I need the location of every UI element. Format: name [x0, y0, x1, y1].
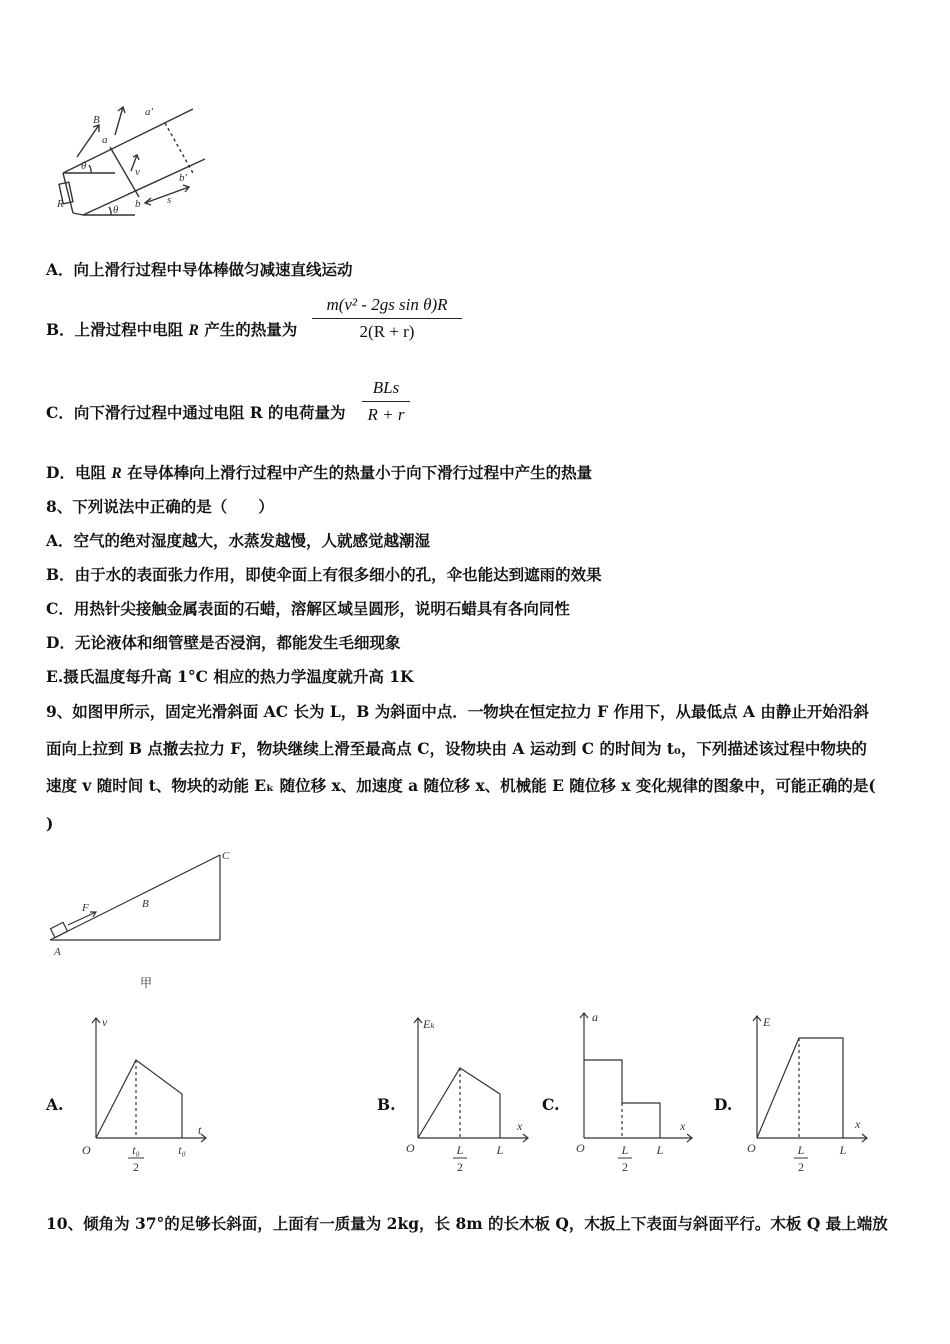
q7-label-s: s: [167, 194, 172, 206]
q7-label-B: B: [93, 114, 100, 126]
q7-label-theta2: θ: [113, 204, 119, 216]
q9-graph-b-label: B.: [377, 1095, 396, 1114]
q7-option-c-fraction: [362, 378, 410, 425]
q7-option-d-R: R: [111, 465, 122, 482]
q9-graph-b-tick2: L: [496, 1143, 504, 1157]
q7-option-a: A．向上滑行过程中导体棒做匀减速直线运动: [46, 260, 353, 279]
q7-label-theta1: θ: [81, 160, 87, 172]
q9-fig-label-F: F: [82, 902, 89, 914]
q8-option-b: B．由于水的表面张力作用，即使伞面上有很多细小的孔，伞也能达到遮雨的效果: [46, 565, 602, 584]
q9-graph-a: [78, 1010, 228, 1180]
q9-graph-a-ylabel: v: [102, 1015, 108, 1029]
q9-graph-d: [745, 1008, 880, 1180]
q9-graph-d-ylabel: E: [763, 1015, 771, 1029]
q9-graph-c-tick2: L: [656, 1143, 664, 1157]
q9-graph-a-tick2: t₀: [178, 1143, 186, 1157]
q7-option-b-fraction: [312, 295, 462, 342]
q7-option-c: C．向下滑行过程中通过电阻 R 的电荷量为: [46, 403, 346, 422]
q7-option-d-text1: D．电阻: [46, 463, 106, 482]
q9-graph-b-ylabel: Eₖ: [423, 1017, 435, 1031]
q9-graph-d-xlabel: x: [855, 1117, 861, 1131]
q9-fig-caption: 甲: [140, 976, 153, 990]
q9-graph-c: [570, 1005, 700, 1180]
q9-stem-line4: ): [46, 814, 54, 833]
q7-option-b-text: B．上滑过程中电阻: [46, 320, 184, 339]
q9-graph-b-xlabel: x: [517, 1119, 523, 1133]
q7-option-b-R: R: [188, 322, 199, 339]
q7-label-b-prime: b': [179, 172, 187, 184]
q9-graph-b-tick1-num: L: [456, 1143, 464, 1157]
q8-option-e: E.摄氏温度每升高 1°C 相应的热力学温度就升高 1K: [46, 667, 414, 686]
q9-graph-d-tick1-num: L: [797, 1143, 805, 1157]
q9-graph-a-xlabel: t: [198, 1123, 202, 1137]
q9-graph-a-label: A.: [46, 1095, 64, 1114]
q7-option-c-numerator: BLs: [372, 378, 400, 397]
q7-option-b-numerator: m(v² - 2gs sin θ)R: [326, 295, 448, 314]
q9-graph-d-tick1-den: 2: [798, 1160, 804, 1174]
q7-option-b: [46, 320, 297, 341]
q9-graph-c-xlabel: x: [680, 1119, 686, 1133]
q9-graph-c-label: C.: [542, 1095, 560, 1114]
q9-stem-line2: 面向上拉到 B 点撤去拉力 F，物块继续上滑至最高点 C，设物块由 A 运动到 C 的时间为 t₀，下列描述该过程中物块的: [46, 739, 867, 758]
q9-graph-d-tick2: L: [839, 1143, 847, 1157]
q9-graph-b-origin: O: [406, 1141, 415, 1155]
q9-stem-line3: 速度 v 随时间 t、物块的动能 Eₖ 随位移 x、加速度 a 随位移 x、机械能 E 随位移 x 变化规律的图象中，可能正确的是(: [46, 776, 876, 795]
q8-option-d: D．无论液体和细管壁是否浸润，都能发生毛细现象: [46, 633, 401, 652]
q8-option-a: A．空气的绝对湿度越大，水蒸发越慢，人就感觉越潮湿: [46, 531, 431, 550]
q7-option-b-text2: 产生的热量为: [204, 320, 298, 339]
q9-graph-c-tick1-num: L: [621, 1143, 629, 1157]
q7-option-c-denominator: R + r: [367, 405, 405, 424]
q7-label-v: v: [135, 166, 140, 178]
q9-graph-d-origin: O: [747, 1141, 756, 1155]
q9-fig-label-A: A: [54, 946, 61, 958]
q9-graph-a-origin: O: [82, 1143, 91, 1157]
q9-graph-b: [400, 1010, 535, 1180]
q7-label-a-prime: a': [145, 106, 153, 118]
q9-fig-label-C: C: [222, 850, 230, 862]
q8-stem: 8、下列说法中正确的是（ ）: [46, 497, 274, 516]
q7-label-R: R: [57, 198, 64, 210]
q9-graph-a-tick1-num: t₀: [132, 1143, 140, 1157]
q9-graph-b-tick1-den: 2: [457, 1160, 463, 1174]
q9-graph-c-ylabel: a: [592, 1010, 598, 1024]
q7-option-d-text2: 在导体棒向上滑行过程中产生的热量小于向下滑行过程中产生的热量: [127, 463, 593, 482]
q9-stem-line1: 9、如图甲所示，固定光滑斜面 AC 长为 L，B 为斜面中点．一物块在恒定拉力 F 作用下，从最低点 A 由静止开始沿斜: [46, 702, 869, 721]
q7-option-d: [46, 463, 592, 484]
q9-graph-c-origin: O: [576, 1141, 585, 1155]
q7-label-a: a: [102, 134, 108, 146]
q9-graph-c-tick1-den: 2: [622, 1160, 628, 1174]
q9-graph-d-label: D.: [714, 1095, 733, 1114]
q10-stem-line1: 10、倾角为 37°的足够长斜面，上面有一质量为 2kg，长 8m 的长木板 Q，木扳上下表面与斜面平行。木板 Q 最上端放: [46, 1214, 888, 1233]
q9-fig-label-B: B: [142, 898, 149, 910]
q7-rail-figure: [55, 95, 215, 225]
q9-incline-figure: [40, 845, 240, 995]
q9-graph-a-tick1-den: 2: [133, 1160, 139, 1174]
q7-option-b-denominator: 2(R + r): [359, 322, 415, 341]
q7-label-b: b: [135, 198, 141, 210]
q8-option-c: C．用热针尖接触金属表面的石蜡，溶解区域呈圆形，说明石蜡具有各向同性: [46, 599, 570, 618]
